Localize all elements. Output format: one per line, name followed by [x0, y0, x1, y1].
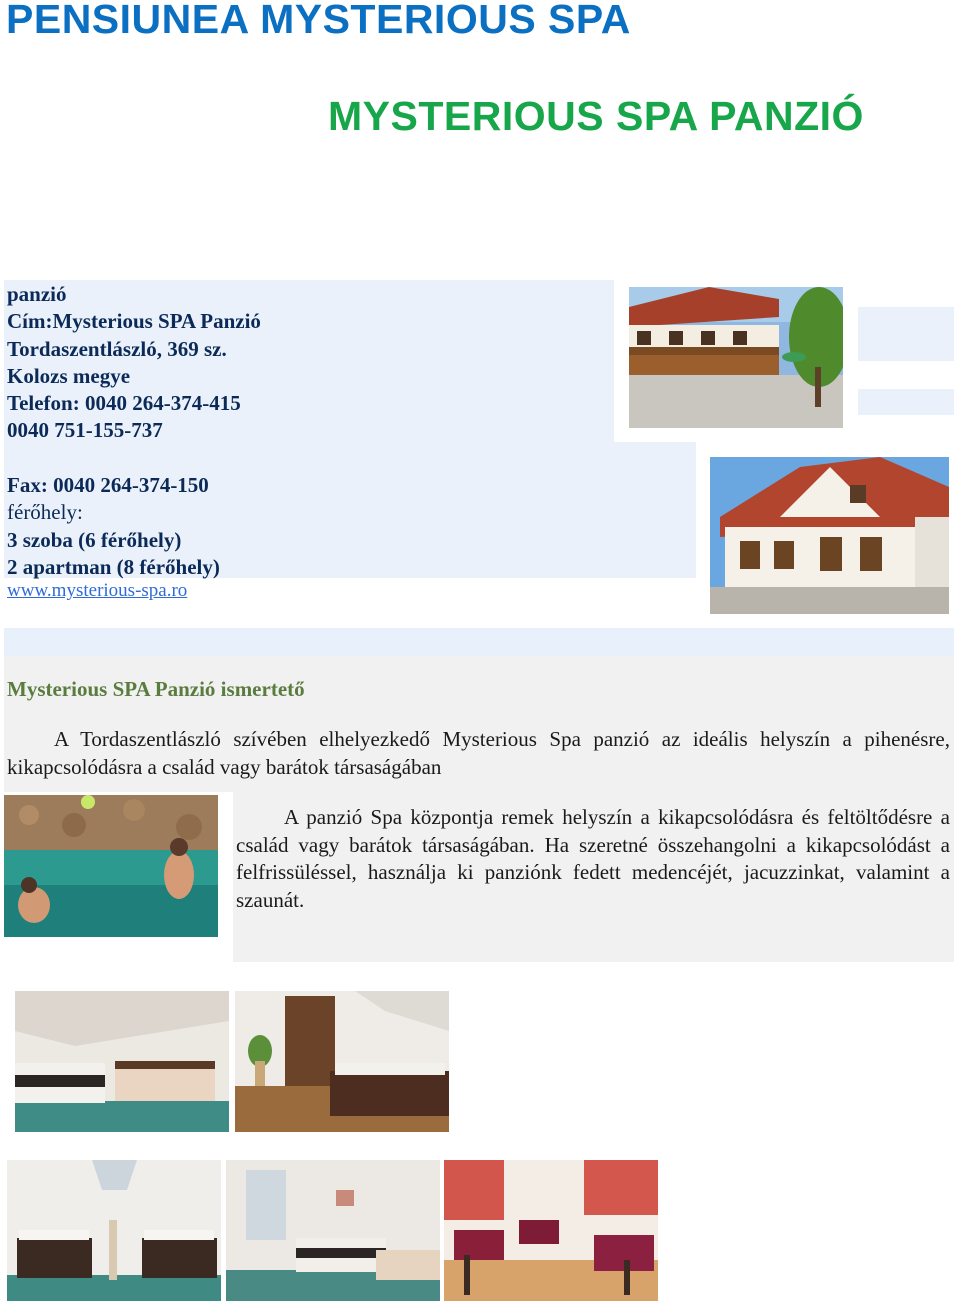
- exterior-house-photo: [710, 457, 949, 614]
- room-photo-3: [7, 1160, 221, 1301]
- apartments-capacity: 2 apartman (8 férőhely): [7, 554, 220, 579]
- phone-secondary: 0040 751-155-737: [7, 418, 163, 443]
- room-photo-1: [15, 991, 229, 1132]
- description-paragraph-2: A panzió Spa központja remek helyszín a kikapcsolódásra és feltöltődésre a család vagy barátok társaságában. Ha szeretné összehangolni a kikapcsolódást a felfrissüléssel, használja ki panziónk fedett medencéjét, jacuzzinkat, valamint a szaunát.: [236, 805, 950, 912]
- description-paragraph-1: A Tordaszentlászló szívében elhelyezkedő Mysterious Spa panzió az ideális helyszín a pihenésre, kikapcsolódásra a család vagy barátok társaságában: [7, 727, 950, 779]
- restaurant-photo: [444, 1160, 658, 1301]
- county: Kolozs megye: [7, 363, 131, 388]
- pool-photo: [4, 795, 218, 937]
- website-link[interactable]: www.mysterious-spa.ro: [7, 580, 188, 601]
- accommodation-type: panzió: [7, 282, 67, 306]
- capacity-label: férőhely:: [7, 500, 83, 525]
- fax-number: Fax: 0040 264-374-150: [7, 473, 209, 498]
- exterior-balcony-photo: [629, 287, 843, 428]
- address-label: Cím:Mysterious SPA Panzió: [7, 309, 261, 334]
- rooms-capacity: 3 szoba (6 férőhely): [7, 527, 182, 552]
- description-heading: Mysterious SPA Panzió ismertető: [7, 677, 305, 701]
- room-photo-4: [226, 1160, 440, 1301]
- street-address: Tordaszentlászló, 369 sz.: [7, 336, 227, 361]
- side-panel-upper: [858, 307, 954, 361]
- side-panel-lower: [858, 389, 954, 415]
- description-header-stripe: [4, 628, 954, 656]
- room-photo-2: [235, 991, 449, 1132]
- contact-info: [7, 281, 261, 581]
- phone-primary: Telefon: 0040 264-374-415: [7, 391, 241, 416]
- page-title-hungarian: MYSTERIOUS SPA PANZIÓ: [328, 93, 864, 139]
- spacer: [7, 445, 261, 472]
- page-title-romanian: PENSIUNEA MYSTERIOUS SPA: [6, 0, 631, 42]
